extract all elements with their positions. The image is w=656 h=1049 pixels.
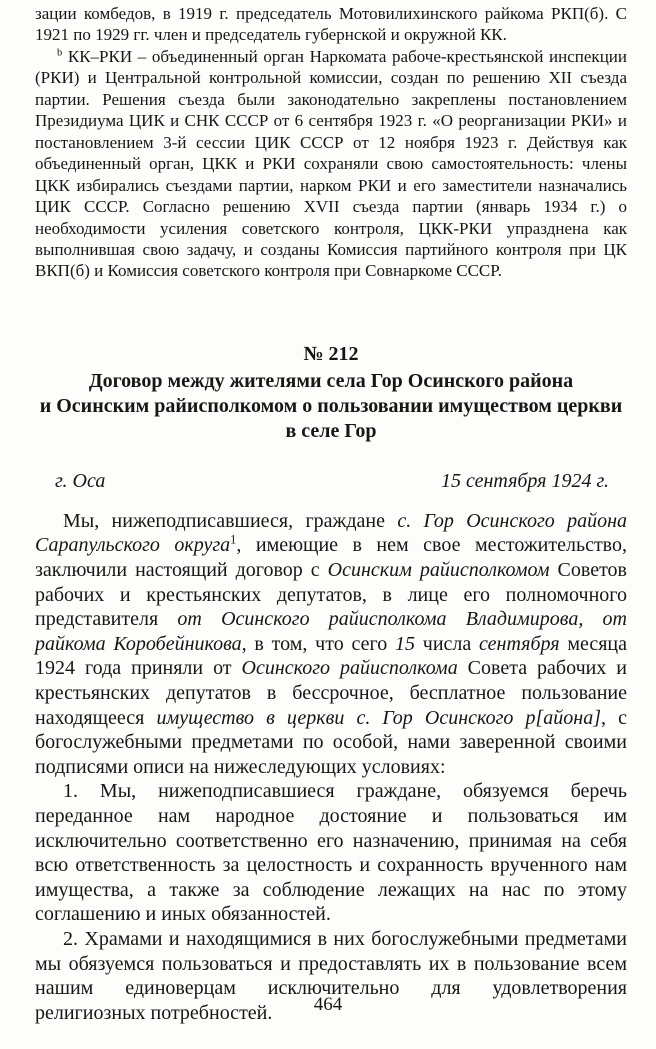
footnote-reference: 1 bbox=[230, 532, 237, 547]
body-paragraph bbox=[35, 779, 627, 927]
document-title-line: Договор между жителями села Гор Осинского района bbox=[88, 369, 574, 392]
text-run: , в том, что сего bbox=[241, 632, 395, 655]
footnote-continuation bbox=[35, 3, 627, 46]
text-run: 1. Мы, нижеподписавшиеся граждане, обязуемся беречь переданное нам народное достояние и пользоваться им исключительно соответственно его назначению, принимая на себя всю ответственность за целостность и сохранность врученного нам имущества, а также за соблюдение лежащих на нас по этому соглашению и иных обязанностей. bbox=[35, 780, 627, 926]
italic-text-run: Осинским райисполкомом bbox=[327, 559, 550, 582]
text-run: 2. Храмами и находящимися в них богослужебными предметами мы обязуемся пользоваться и предоставлять их в пользование всем нашим единоверцам исключительно для удовлетворения религиозных потребностей. bbox=[35, 927, 627, 1024]
footnotes-block bbox=[35, 3, 627, 282]
text-run: Советов рабочих и крестьянских депутатов, в лице его полномочного представителя bbox=[35, 559, 628, 631]
text-run: Совета рабочих и крестьянских депутатов в бессрочное, бесплатное пользование находящееся bbox=[35, 657, 628, 729]
text-run: , имеющие в нем свое местожительство, заключили настоящий договор с bbox=[35, 534, 627, 582]
text-run: КК–РКИ – объединенный орган Наркомата рабоче-крестьянской инспекции (РКИ) и Центральной контрольной комиссии, создан по решению XII съезда партии. Решения съезда были законодательно закреплены постановлением Президиума ЦИК и СНК СССР от 6 сентября 1923 г. «О реорганизации РКИ» и постановлением 3-й сессии ЦИК СССР от 12 ноября 1923 г. Действуя как объединенный орган, ЦКК и РКИ сохраняли свою самостоятельность: члены ЦКК избирались съездами партии, нарком РКИ и его заместители назначались ЦИК СССР. Согласно решению XVII съезда партии (январь 1934 г.) о необходимости усиления советского контроля, ЦКК-РКИ упразднена как выполнившая свою задачу, и созданы Комиссия партийного контроля при ЦК ВКП(б) и Комиссия советского контроля при Совнаркоме СССР. bbox=[35, 46, 627, 281]
document-title-line: и Осинским райисполкомом о пользовании имуществом церкви bbox=[39, 394, 623, 417]
italic-text-run: от Осинского райисполкома Владимирова, от райкома Коробейникова bbox=[35, 608, 627, 655]
document-title bbox=[35, 369, 627, 444]
dateline-place: г. Оса bbox=[55, 469, 106, 492]
italic-text-run: Осинского райисполкома bbox=[241, 657, 458, 680]
text-run: числа bbox=[414, 632, 480, 655]
text-run: месяца 1924 года приняли от bbox=[35, 632, 628, 680]
italic-text-run: сентября bbox=[479, 632, 560, 655]
footnote-b bbox=[35, 46, 627, 282]
body-paragraph bbox=[35, 509, 627, 780]
text-run: Мы, нижеподписавшиеся, граждане bbox=[63, 509, 398, 532]
page-number: 464 bbox=[313, 994, 343, 1015]
italic-text-run: имущество в церкви с. Гор Осинского р[айона] bbox=[156, 706, 601, 729]
italic-text-run: с. Гор Осинского района Сарапульского округа bbox=[35, 509, 628, 557]
footnote-reference: b bbox=[57, 47, 63, 59]
dateline bbox=[35, 468, 627, 494]
document-number-heading: № 212 bbox=[303, 342, 359, 365]
dateline-date: 15 сентября 1924 г. bbox=[440, 469, 609, 492]
italic-text-run: 15 bbox=[394, 632, 415, 655]
text-run: , с богослужебными предметами по особой, нами заверенной своими подписями описи на нижеследующих условиях: bbox=[35, 706, 627, 778]
document-body bbox=[35, 509, 627, 1025]
text-run: зации комбедов, в 1919 г. председатель Мотовилихинского райкома РКП(б). С 1921 по 1929 гг. член и председатель губернской и окружной КК. bbox=[35, 4, 627, 45]
document-title-line: в селе Гор bbox=[285, 419, 377, 442]
